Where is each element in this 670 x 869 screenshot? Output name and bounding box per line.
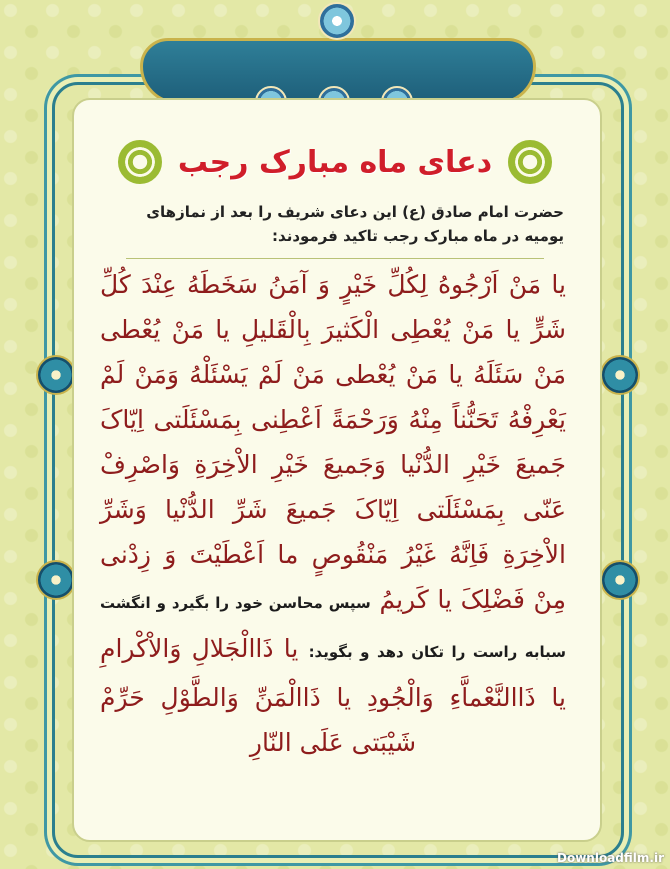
prayer-text [100,262,566,765]
knot-ornament-icon [118,140,162,184]
side-medallion-icon [36,560,76,600]
knot-ornament-icon [508,140,552,184]
side-medallion-icon [36,355,76,395]
intro-text: حضرت امام صادق (ع) این دعای شریف را بعد از نمازهای یومیه در ماه مبارک رجب تاکید فرمودند: [146,203,564,245]
watermark: Downloadfilm.ir [557,851,664,865]
side-medallion-icon [600,355,640,395]
title-row [100,140,570,184]
flower-ornament-icon [318,2,356,40]
divider [126,258,544,259]
prayer-part-2: یا ذَاالْجَلالِ وَالاْکْرامِ یا ذَاالنَّعْماَّءِ وَالْجُودِ یا ذَاالْمَنِّ وَالطَّوْلِ حَرِّمْ شَیْبَتی عَلَی النّارِ [100,634,566,757]
prayer-part-1: یا مَنْ اَرْجُوهُ لِکُلِّ خَیْرٍ وَ آمَنُ سَخَطَهُ عِنْدَ کُلِّ شَرٍّ یا مَنْ یُعْطِی الْکَثیرَ بِالْقَلیلِ یا مَنْ یُعْطی مَنْ سَئَلَهُ یا مَنْ یُعْطی مَنْ لَمْ یَسْئَلْهُ وَمَنْ لَمْ یَعْرِفْهُ تَحَنُّناً مِنْهُ وَرَحْمَةً اَعْطِنی بِمَسْئَلَتی اِیّاکَ جَمیعَ خَیْرِ الدُّنْیا وَجَمیعَ خَیْرِ الاْخِرَةِ وَاصْرِفْ عَنّی بِمَسْئَلَتی اِیّاکَ جَمیعَ شَرِّ الدُّنْیا وَشَرِّ الاْخِرَةِ فَاِنَّهُ غَیْرُ مَنْقُوصٍ ما اَعْطَیْتَ وَ زِدْنی مِنْ فَضْلِکَ یا کَریمُ [100,270,566,614]
page-title: دعای ماه مبارک رجب [177,144,493,180]
side-medallion-icon [600,560,640,600]
instruction-note: سپس محاسن خود را بگیرد و انگشت سبابه راست را تکان دهد و بگوید: [100,594,566,661]
